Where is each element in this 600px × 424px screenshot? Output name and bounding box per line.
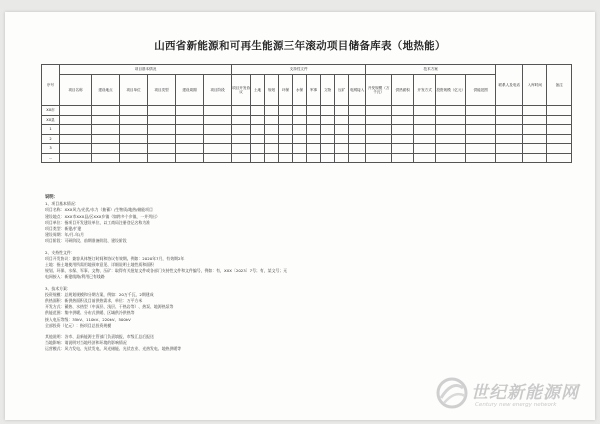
table-cell: [204, 134, 232, 144]
col-time: 入库时间: [523, 65, 547, 106]
notes-line: 3、技术方案：: [45, 285, 71, 291]
table-cell: [148, 106, 176, 116]
notes-line: 1、项目基本情况：: [45, 201, 79, 207]
table-cell: [366, 144, 392, 154]
table-cell: [148, 144, 176, 154]
table-header-column-row: [42, 75, 572, 106]
group-tech: 技术方案: [366, 65, 496, 75]
group-support: 支持性文件: [232, 65, 366, 75]
table-cell: [366, 115, 392, 125]
table-cell: [176, 125, 204, 135]
col-support: 规划: [265, 75, 279, 106]
notes-line: 供热面积：新供热面积及目前供热需求，单位：万平方米: [45, 298, 143, 304]
table-cell: [436, 134, 466, 144]
table-cell: [349, 125, 366, 135]
table-cell: [547, 144, 572, 154]
col-contact: 联系人及电话: [496, 65, 523, 106]
table-cell: [335, 153, 349, 163]
table-cell: [436, 153, 466, 163]
table-cell: [293, 134, 307, 144]
table-row: [42, 106, 572, 116]
table-cell: [120, 106, 148, 116]
col-support: 土地: [251, 75, 265, 106]
col-tech: 供能范围: [466, 75, 496, 106]
table-cell: [279, 144, 293, 154]
table-cell: [349, 106, 366, 116]
table-cell: [60, 144, 92, 154]
col-seq: 序号: [42, 65, 60, 106]
table-cell: [366, 134, 392, 144]
watermark-subtext: Century new energy network: [475, 402, 557, 408]
table-cell: [307, 125, 321, 135]
table-cell: [349, 134, 366, 144]
table-cell: [547, 153, 572, 163]
table-cell: [523, 106, 547, 116]
col-tech: 供热面积: [392, 75, 414, 106]
table-cell: [148, 134, 176, 144]
table-cell: [414, 106, 436, 116]
table-cell: [335, 115, 349, 125]
table-cell: [251, 115, 265, 125]
table-cell: [392, 125, 414, 135]
table-cell: [349, 153, 366, 163]
col-support: 文物: [321, 75, 335, 106]
col-remark: 备注: [547, 65, 572, 106]
table-cell: [60, 153, 92, 163]
table-cell: [60, 115, 92, 125]
table-cell: [496, 153, 523, 163]
table-row: [42, 115, 572, 125]
table-cell: [414, 153, 436, 163]
table-cell: [92, 115, 120, 125]
table-cell: [92, 144, 120, 154]
table-cell: [436, 115, 466, 125]
table-cell: [392, 144, 414, 154]
notes-line: 2、支持性文件：: [45, 249, 75, 255]
table-cell: [204, 115, 232, 125]
col-basic: 项目单位: [120, 75, 148, 106]
table-cell: [496, 125, 523, 135]
table-cell: [547, 134, 572, 144]
row-label: 2: [42, 134, 60, 144]
table-cell: [204, 144, 232, 154]
notes-line: 项目开发协议：兼容具体签订时间和协议有效期。例如：2020年7月，有效期2年: [45, 255, 185, 261]
col-support: 压矿: [335, 75, 349, 106]
table-cell: [523, 153, 547, 163]
table-cell: [120, 153, 148, 163]
table-cell: [436, 125, 466, 135]
col-support: 水保: [293, 75, 307, 106]
table-cell: [321, 115, 335, 125]
table-cell: [414, 144, 436, 154]
table-cell: [293, 106, 307, 116]
table-cell: [279, 134, 293, 144]
table-cell: [251, 134, 265, 144]
notes-line: 全部投资（亿元）：指项目总投资规模: [45, 322, 112, 328]
table-cell: [92, 106, 120, 116]
table-row: [42, 134, 572, 144]
col-tech: 投资规模（亿元）: [436, 75, 466, 106]
table-cell: [392, 153, 414, 163]
col-basic: 项目阶段: [204, 75, 232, 106]
table-cell: [349, 115, 366, 125]
col-support: 环保: [279, 75, 293, 106]
notes-line: 其他说明：各市、县新能源主管部门负责填报，市级汇总后报送: [45, 334, 154, 340]
notes-line: 建设地点：XXX市XXX县/区XXX乡镇（如跨多个乡镇，一并列出）: [45, 213, 160, 219]
table-cell: [232, 134, 251, 144]
table-cell: [436, 144, 466, 154]
col-basic: 项目类型: [148, 75, 176, 106]
table-cell: [307, 134, 321, 144]
row-label: XX市: [42, 106, 60, 116]
table-header-group-row: [42, 65, 572, 75]
table-cell: [321, 144, 335, 154]
table-cell: [349, 144, 366, 154]
table-cell: [251, 125, 265, 135]
col-support: 军事: [307, 75, 321, 106]
notes-line: 接入电压等级：35kV、110kV、220kV、500kV: [45, 316, 131, 322]
table-cell: [204, 153, 232, 163]
table-cell: [466, 144, 496, 154]
table-cell: [335, 134, 349, 144]
table-cell: [466, 115, 496, 125]
row-label: ...: [42, 153, 60, 163]
notes-heading: 说明：: [45, 195, 58, 200]
table-cell: [321, 125, 335, 135]
table-cell: [414, 134, 436, 144]
group-basic: 项目基本情况: [60, 65, 232, 75]
table-cell: [523, 125, 547, 135]
table-cell: [92, 134, 120, 144]
table-row: [42, 144, 572, 154]
row-label: XX县: [42, 115, 60, 125]
table-cell: [60, 106, 92, 116]
table-cell: [293, 144, 307, 154]
table-cell: [279, 106, 293, 116]
table-row: [42, 125, 572, 135]
watermark: [435, 374, 595, 424]
notes-line: 项目阶段：可研阶段、前期准备阶段、建设阶段: [45, 238, 127, 244]
table-cell: [547, 125, 572, 135]
table-cell: [392, 134, 414, 144]
table-cell: [265, 106, 279, 116]
table-cell: [414, 115, 436, 125]
table-cell: [307, 115, 321, 125]
col-agreement: 项目开发协议: [232, 75, 251, 106]
table-cell: [251, 144, 265, 154]
table-cell: [232, 106, 251, 116]
table-cell: [307, 153, 321, 163]
table-cell: [307, 106, 321, 116]
table-cell: [60, 134, 92, 144]
table-cell: [176, 134, 204, 144]
watermark-text: 世纪新能源网: [471, 383, 579, 403]
notes-line: 建设周期：年/月-年/月: [45, 232, 85, 238]
table-cell: [204, 106, 232, 116]
table-cell: [321, 134, 335, 144]
col-tech: 开发方式: [414, 75, 436, 106]
table-cell: [496, 144, 523, 154]
table-cell: [293, 153, 307, 163]
table-cell: [204, 125, 232, 135]
col-basic: 项目名称: [60, 75, 92, 106]
document-title: 山西省新能源和可再生能源三年滚动项目储备库表（地热能）: [154, 40, 446, 52]
table-cell: [265, 134, 279, 144]
table-cell: [120, 115, 148, 125]
table-cell: [466, 106, 496, 116]
table-cell: [466, 125, 496, 135]
notes-section: [45, 195, 565, 353]
table-cell: [279, 125, 293, 135]
col-tech: 开发规模（万千瓦）: [366, 75, 392, 106]
table-cell: [523, 134, 547, 144]
table-cell: [321, 106, 335, 116]
table-cell: [265, 144, 279, 154]
table-cell: [92, 125, 120, 135]
notes-line: 开发方式：蓄热、水热型（中深层、浅层、干热岩等）、热泵、地源热泵等: [45, 304, 174, 310]
table-cell: [120, 134, 148, 144]
table-cell: [265, 115, 279, 125]
table-cell: [148, 115, 176, 125]
watermark-logo-icon: [435, 376, 469, 410]
table-cell: [547, 106, 572, 116]
table-cell: [547, 115, 572, 125]
table-cell: [293, 125, 307, 135]
notes-line: 土地：指土地使用所需用地预审意见、详细说明土地性质和面积: [45, 262, 154, 268]
table-cell: [523, 115, 547, 125]
table-row: [42, 153, 572, 163]
notes-lines: [45, 201, 565, 352]
table-cell: [60, 125, 92, 135]
notes-line: 当地影响：请说明对当地经济和环境的影响情况: [45, 340, 127, 346]
table-cell: [92, 153, 120, 163]
table-cell: [335, 125, 349, 135]
table-cell: [120, 144, 148, 154]
col-basic: 建设地点: [92, 75, 120, 106]
table-cell: [176, 144, 204, 154]
table-cell: [436, 106, 466, 116]
table-cell: [392, 115, 414, 125]
notes-line: 投资规模：总规划规模和分期方案，例如：20万千瓦，2期建成: [45, 291, 154, 297]
notes-line: 电网接入：新建线路/利用已有线路: [45, 274, 105, 280]
table-cell: [523, 144, 547, 154]
table-cell: [414, 125, 436, 135]
project-reserve-table: [41, 64, 572, 163]
table-cell: [466, 134, 496, 144]
table-cell: [392, 106, 414, 116]
table-cell: [176, 106, 204, 116]
table-cell: [335, 144, 349, 154]
table-cell: [279, 115, 293, 125]
table-cell: [307, 144, 321, 154]
table-cell: [366, 153, 392, 163]
notes-line: 供能范围：集中供暖、分布式供暖、区域供冷供热等: [45, 310, 135, 316]
notes-line: 规划、环保、水保、军事、文物、压矿：取得有关批复文件或各部门支持性文件和文件编号，例如：有，XXX〔2023〕7号；有，某文号；无: [45, 268, 288, 274]
row-label: 3: [42, 144, 60, 154]
table-body: [42, 106, 572, 163]
table-cell: [466, 153, 496, 163]
table-cell: [120, 125, 148, 135]
table-cell: [176, 115, 204, 125]
table-cell: [265, 153, 279, 163]
table-cell: [496, 115, 523, 125]
table-cell: [279, 153, 293, 163]
notes-line: 项目单位：指项目开发建设单位，以工商局注册登记名称为准: [45, 219, 151, 225]
table-cell: [232, 115, 251, 125]
document-page: [5, 12, 595, 420]
table-cell: [176, 153, 204, 163]
notes-line: 项目名称：XXX风力/光伏/水力（抽蓄）/生物质/地热/储能项目: [45, 207, 153, 213]
table-cell: [335, 106, 349, 116]
table-cell: [232, 125, 251, 135]
table-cell: [366, 125, 392, 135]
table-cell: [321, 153, 335, 163]
notes-line: 项目类型：新建/扩建: [45, 226, 82, 232]
table-cell: [366, 106, 392, 116]
table-cell: [232, 144, 251, 154]
table-cell: [148, 153, 176, 163]
table-cell: [251, 106, 265, 116]
col-basic: 建设周期: [176, 75, 204, 106]
table-cell: [251, 153, 265, 163]
table-cell: [293, 115, 307, 125]
col-support: 电网接入: [349, 75, 366, 106]
row-label: 1: [42, 125, 60, 135]
table-cell: [496, 134, 523, 144]
table-cell: [496, 106, 523, 116]
table-cell: [265, 125, 279, 135]
table-cell: [148, 125, 176, 135]
notes-line: 运营模式：风力发电、光伏发电、风光储能、光伏农业、光热发电、地热供暖等: [45, 346, 182, 352]
table-cell: [232, 153, 251, 163]
